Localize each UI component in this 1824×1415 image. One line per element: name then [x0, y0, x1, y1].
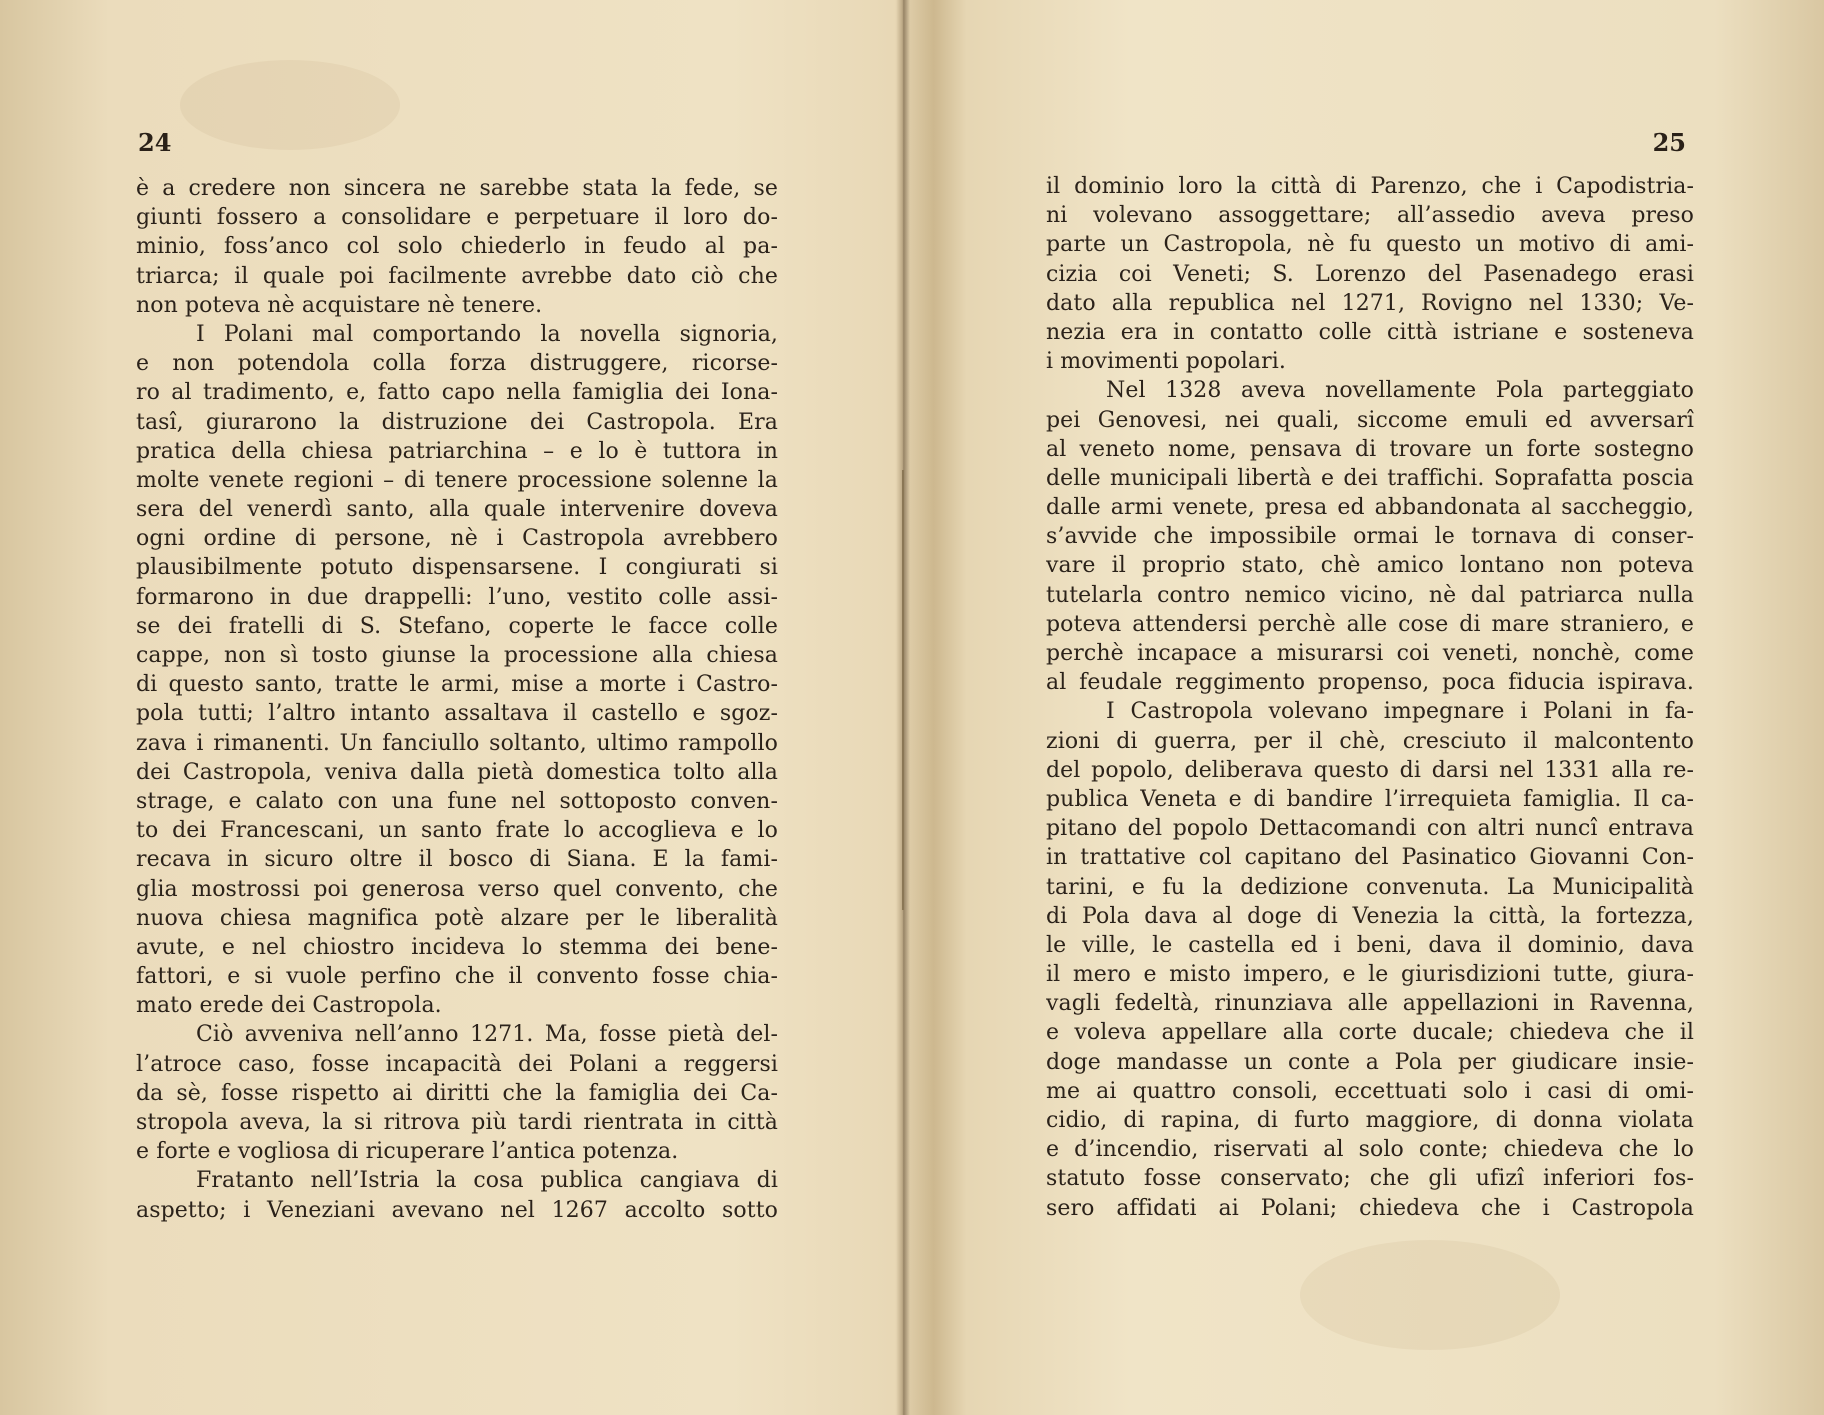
text-line: l’atroce caso, fosse incapacità dei Polani a reggersi — [136, 1051, 778, 1077]
text-line: dei Castropola, veniva dalla pietà domestica tolto alla — [136, 759, 778, 785]
text-line: recava in sicuro oltre il bosco di Siana. E la fami- — [136, 847, 778, 873]
text-line: tutelarla contro nemico vicino, nè dal patriarca nulla — [1046, 582, 1694, 608]
text-line: Ciò avveniva nell’anno 1271. Ma, fosse pietà del- — [196, 1022, 778, 1048]
text-line: pola tutti; l’altro intanto assaltava il castello e sgoz- — [136, 701, 778, 727]
text-line: molte venete regioni – di tenere processione solenne la — [136, 467, 778, 493]
text-line: ogni ordine di persone, nè i Castropola avrebbero — [136, 526, 778, 552]
text-line: aspetto; i Veneziani avevano nel 1267 accolto sotto — [136, 1197, 778, 1223]
text-line: cidio, di rapina, di furto maggiore, di donna violata — [1046, 1108, 1694, 1133]
text-line: non poteva nè acquistare nè tenere. — [136, 292, 543, 318]
text-line: fattori, e si vuole perfino che il convento fosse chia- — [136, 964, 778, 990]
left-page — [0, 0, 900, 1415]
text-line: parte un Castropola, nè fu questo un motivo di ami- — [1046, 232, 1694, 258]
right-page — [912, 0, 1824, 1415]
text-line: vare il proprio stato, chè amico lontano non poteva — [1046, 553, 1694, 579]
text-line: Fratanto nell’Istria la cosa publica cangiava di — [196, 1168, 778, 1194]
text-line: il mero e misto impero, e le giurisdizioni tutte, giura- — [1046, 962, 1694, 988]
text-line: triarca; il quale poi facilmente avrebbe dato ciò che — [136, 263, 778, 289]
text-line: me ai quattro consoli, eccettuati solo i casi di omi- — [1046, 1078, 1694, 1104]
text-line: dalle armi venete, presa ed abbandonata al saccheggio, — [1046, 495, 1694, 521]
text-line: tarini, e fu la dedizione convenuta. La Municipalità — [1046, 874, 1694, 900]
text-line: del popolo, deliberava questo di darsi nel 1331 alla re- — [1046, 757, 1694, 783]
text-line: to dei Francescani, un santo frate lo accoglieva e lo — [136, 818, 778, 844]
page-number: 25 — [1652, 128, 1686, 157]
text-line: glia mostrossi poi generosa verso quel convento, che — [136, 876, 778, 902]
text-line: è a credere non sincera ne sarebbe stata la fede, se — [136, 176, 778, 201]
text-line: pratica della chiesa patriarchina – e lo è tuttora in — [136, 438, 778, 464]
text-line: sera del venerdì santo, alla quale intervenire doveva — [136, 497, 778, 523]
text-line: tasî, giurarono la distruzione dei Castropola. Era — [136, 409, 778, 435]
text-line: pitano del popolo Dettacomandi con altri nuncî entrava — [1046, 816, 1694, 842]
text-line: sero affidati ai Polani; chiedeva che i Castropola — [1046, 1195, 1694, 1221]
text-line: e non potendola colla forza distruggere, ricorse- — [136, 351, 778, 377]
text-line: le ville, le castella ed i beni, dava il dominio, dava — [1046, 932, 1694, 958]
text-line: I Polani mal comportando la novella signoria, — [196, 321, 778, 347]
text-line: dato alla republica nel 1271, Rovigno nel 1330; Ve- — [1046, 290, 1694, 316]
text-line: minio, foss’anco col solo chiederlo in feudo al pa- — [136, 234, 778, 260]
text-line: di questo santo, tratte le armi, mise a morte i Castro- — [136, 672, 778, 698]
text-line: formarono in due drappelli: l’uno, vestito colle assi- — [136, 584, 778, 610]
text-line: di Pola dava al doge di Venezia la città, la fortezza, — [1046, 903, 1694, 929]
text-line: stropola aveva, la si ritrova più tardi rientrata in città — [136, 1110, 778, 1135]
text-line: e d’incendio, riservati al solo conte; chiedeva che lo — [1046, 1137, 1694, 1163]
binding-thread — [902, 470, 904, 910]
text-line: vagli fedeltà, rinunziava alle appellazioni in Ravenna, — [1046, 991, 1694, 1017]
text-line: cizia coi Veneti; S. Lorenzo del Pasenadego erasi — [1046, 261, 1694, 287]
text-line: publica Veneta e di bandire l’irrequieta famiglia. Il ca- — [1046, 786, 1694, 812]
text-line: i movimenti popolari. — [1046, 349, 1286, 375]
text-line: ro al tradimento, e, fatto capo nella famiglia dei Iona- — [136, 380, 778, 406]
page-body-text — [1046, 172, 1694, 1223]
text-line: plausibilmente potuto dispensarsene. I congiurati si — [136, 555, 778, 581]
page-number: 24 — [138, 128, 172, 157]
text-line: ni volevano assoggettare; all’assedio aveva preso — [1046, 203, 1694, 229]
text-line: mato erede dei Castropola. — [136, 993, 442, 1019]
text-line: giunti fossero a consolidare e perpetuare il loro do- — [136, 205, 778, 231]
text-line: al feudale reggimento propenso, poca fiducia ispirava. — [1046, 670, 1694, 696]
text-line: cappe, non sì tosto giunse la processione alla chiesa — [136, 643, 778, 668]
text-line: zava i rimanenti. Un fanciullo soltanto, ultimo rampollo — [136, 730, 778, 756]
text-line: zioni di guerra, per il chè, cresciuto il malcontento — [1046, 728, 1694, 754]
text-line: nuova chiesa magnifica potè alzare per le liberalità — [136, 905, 778, 931]
text-line: e voleva appellare alla corte ducale; chiedeva che il — [1046, 1020, 1694, 1046]
text-line: e forte e vogliosa di ricuperare l’antica potenza. — [136, 1139, 679, 1165]
page-body-text — [136, 174, 778, 1225]
text-line: se dei fratelli di S. Stefano, coperte le facce colle — [136, 613, 778, 639]
text-line: nezia era in contatto colle città istriane e sosteneva — [1046, 319, 1694, 345]
text-line: doge mandasse un conte a Pola per giudicare insie- — [1046, 1049, 1694, 1075]
text-line: pei Genovesi, nei quali, siccome emuli ed avversarî — [1046, 407, 1694, 433]
text-line: da sè, fosse rispetto ai diritti che la famiglia dei Ca- — [136, 1080, 778, 1106]
text-line: Nel 1328 aveva novellamente Pola parteggiato — [1106, 378, 1694, 404]
text-line: il dominio loro la città di Parenzo, che i Capodistria- — [1046, 174, 1694, 199]
text-line: al veneto nome, pensava di trovare un forte sostegno — [1046, 436, 1694, 462]
text-line: delle municipali libertà e dei traffichi. Soprafatta poscia — [1046, 465, 1694, 491]
text-line: perchè incapace a misurarsi coi veneti, nonchè, come — [1046, 641, 1694, 666]
text-line: avute, e nel chiostro incideva lo stemma dei bene- — [136, 934, 778, 960]
text-line: strage, e calato con una fune nel sottoposto conven- — [136, 788, 778, 814]
text-line: s’avvide che impossibile ormai le tornava di conser- — [1046, 524, 1694, 550]
text-line: statuto fosse conservato; che gli ufizî inferiori fos- — [1046, 1166, 1694, 1192]
text-line: I Castropola volevano impegnare i Polani in fa- — [1106, 699, 1694, 725]
text-line: poteva attendersi perchè alle cose di mare straniero, e — [1046, 611, 1694, 637]
text-line: in trattative col capitano del Pasinatico Giovanni Con- — [1046, 845, 1694, 871]
